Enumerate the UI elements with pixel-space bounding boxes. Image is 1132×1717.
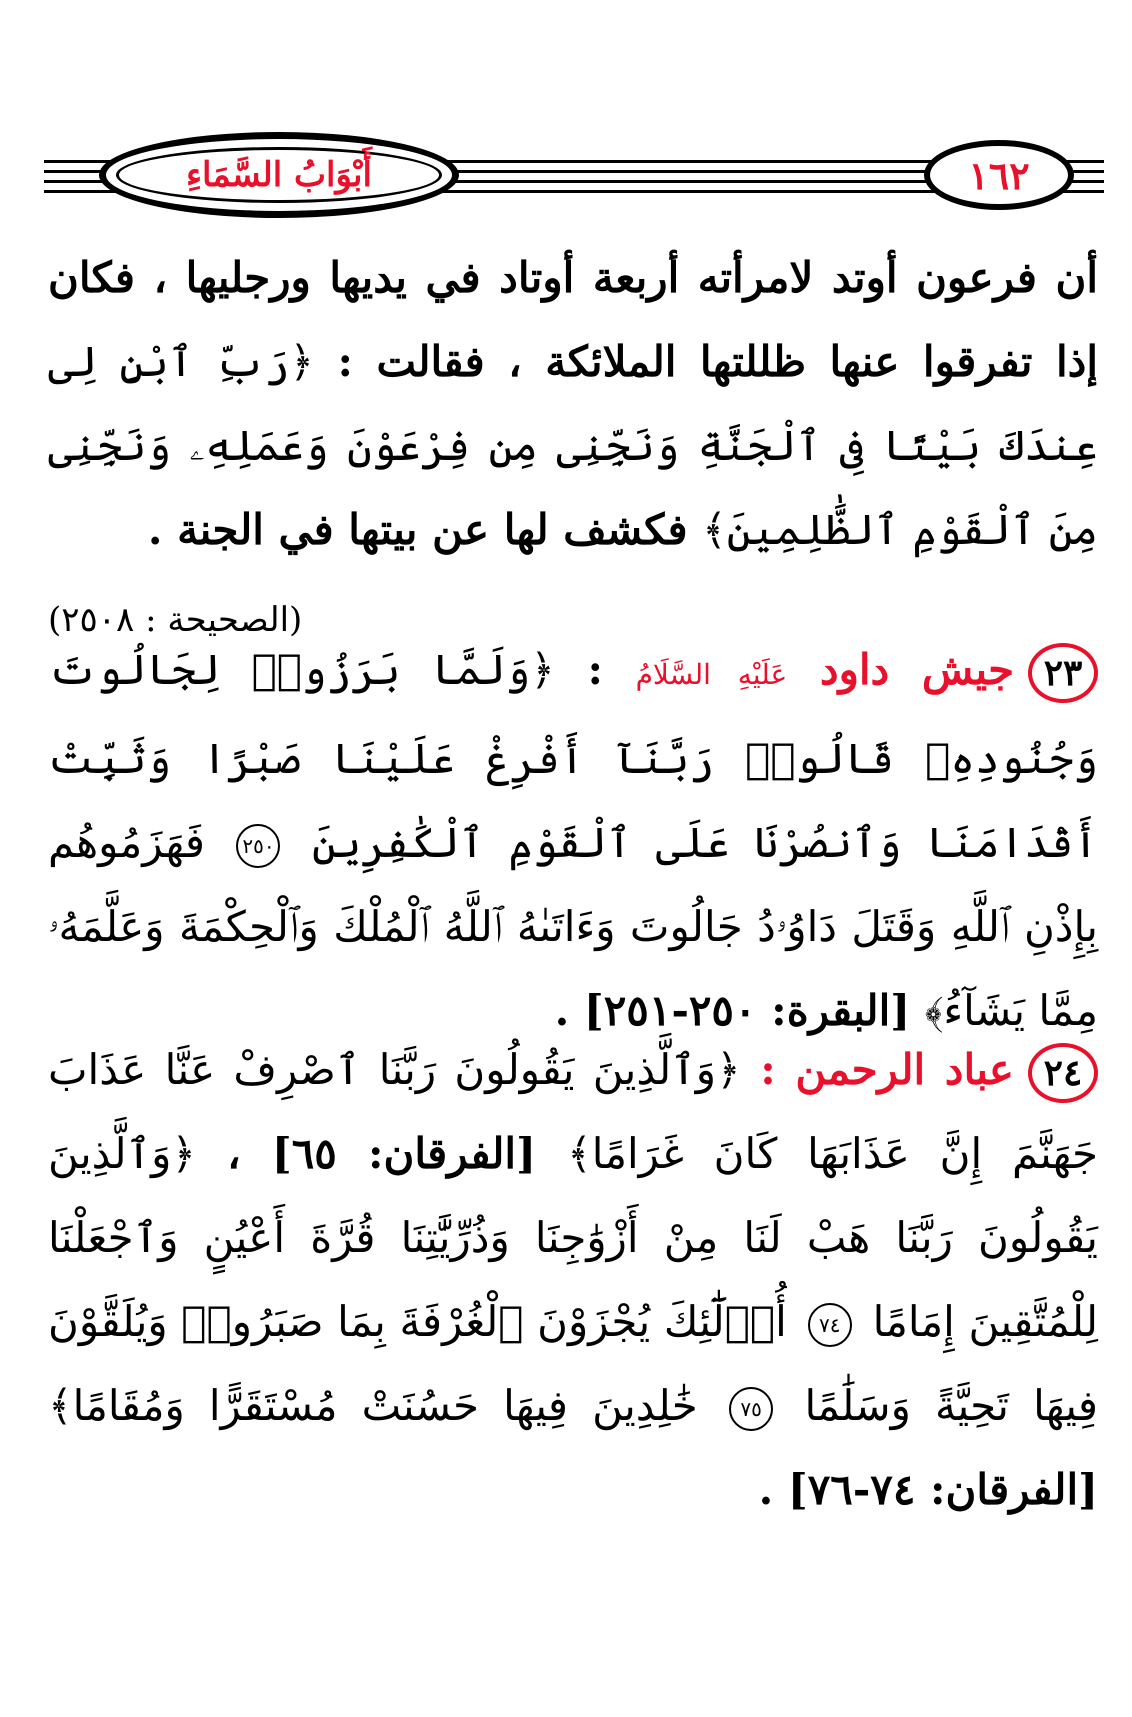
section-number-badge: ٢٤ — [1028, 1043, 1098, 1103]
salutation: عَلَيْهِ السَّلَامُ — [635, 658, 788, 691]
ayah-number-marker: ٧٤ — [808, 1303, 852, 1347]
section-title: عباد الرحمن — [795, 1045, 1014, 1094]
ayah-number-marker: ٢٥٠ — [236, 824, 280, 868]
quran-verse: فَهَزَمُوهُم بِإِذْنِ ٱللَّهِ وَقَتَلَ دَاوُۥدُ جَالُوتَ وَءَاتَىٰهُ ٱللَّهُ ٱلْمُلْكَ وَٱلْحِكْمَةَ وَعَلَّمَهُۥ مِمَّا يَشَآءُ﴾ — [48, 818, 1098, 1035]
chapter-title: أَبْوَابُ السَّمَاءِ — [186, 155, 372, 195]
quran-verse: خَٰلِدِينَ فِيهَا حَسُنَتْ مُسْتَقَرًّا وَمُقَامًا﴾ — [48, 1381, 698, 1430]
page-number: ١٦٢ — [968, 152, 1030, 198]
citation: [الفرقان: ٧٤-٧٦] . — [758, 1465, 1098, 1514]
page-number-frame — [924, 140, 1074, 210]
colon: : — [740, 1045, 796, 1094]
quran-verse: ﴿رَبِّ ٱبْنِ لِى عِندَكَ بَيْتًا فِى ٱلْجَنَّةِ وَنَجِّنِى مِن فِرْعَوْنَ وَعَمَلِهِۦ وَنَجِّنِى مِنَ ٱلْقَوْمِ ٱلظَّٰلِمِينَ﴾ — [48, 337, 1098, 554]
quran-verse: أُو۟لَٰٓئِكَ يُجْزَوْنَ ٱلْغُرْفَةَ بِمَا صَبَرُوا۟ وَيُلَقَّوْنَ فِيهَا تَحِيَّةً وَسَلَٰمًا — [48, 1297, 1098, 1430]
ayah-number-marker: ٧٥ — [729, 1387, 773, 1431]
section-23 — [48, 628, 1098, 1053]
colon: : — [554, 645, 636, 694]
paragraph-1 — [48, 236, 1098, 572]
hadith-reference: (الصحيحة : ٢٥٠٨) — [48, 600, 303, 640]
quran-verse: ﴿وَلَمَّا بَرَزُوا۟ لِجَالُوتَ وَجُنُودِهِۦ قَالُوا۟ رَبَّنَآ أَفْرِغْ عَلَيْنَا صَبْرًا وَثَبِّتْ أَقْدَامَنَا وَٱنصُرْنَا عَلَى ٱلْقَوْمِ ٱلْكَٰفِرِينَ — [48, 645, 1099, 867]
chapter-title-frame — [99, 132, 459, 218]
citation: [البقرة: ٢٥٠-٢٥١] . — [554, 986, 925, 1035]
citation: [الفرقان: ٦٥] ، — [196, 1129, 568, 1178]
quran-verse: ﴿وَٱلَّذِينَ يَقُولُونَ رَبَّنَا ٱصْرِفْ عَنَّا عَذَابَ جَهَنَّمَ إِنَّ عَذَابَهَا كَانَ غَرَامًا﴾ — [48, 1045, 1098, 1178]
section-number-badge: ٢٣ — [1028, 643, 1098, 703]
paragraph-text: فكشف لها عن بيتها في الجنة . — [147, 505, 703, 554]
section-24 — [48, 1028, 1098, 1532]
page-header — [44, 130, 1104, 220]
section-title: جيش داود — [819, 645, 1015, 694]
paragraph-text: أن فرعون أوتد لامرأته أربعة أوتاد في يديها ورجليها ، فكان إذا تفرقوا عنها ظللتها الملائكة ، فقالت : — [48, 253, 1098, 386]
quran-verse: ﴿وَٱلَّذِينَ يَقُولُونَ رَبَّنَا هَبْ لَنَا مِنْ أَزْوَٰجِنَا وَذُرِّيَّٰتِنَا قُرَّةَ أَعْيُنٍ وَٱجْعَلْنَا لِلْمُتَّقِينَ إِمَامًا — [48, 1129, 1098, 1346]
